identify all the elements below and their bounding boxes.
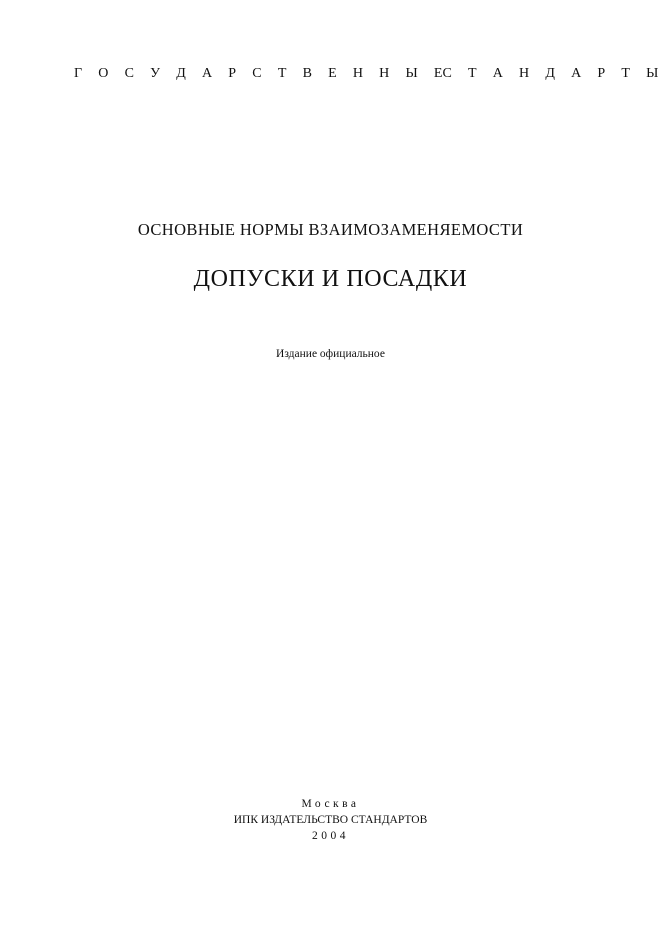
series-title: ОСНОВНЫЕ НОРМЫ ВЗАИМОЗАМЕНЯЕМОСТИ — [137, 220, 524, 239]
series-header — [74, 66, 659, 82]
imprint-publisher: ИПК ИЗДАТЕЛЬСТВО СТАНДАРТОВ — [233, 814, 428, 826]
edition-note: Издание официальное — [276, 348, 385, 360]
header-word-standards: С Т А Н Д А Р Т Ы — [442, 66, 659, 81]
imprint-year: 2004 — [312, 830, 349, 842]
header-word-state: Г О С У Д А Р С Т В Е Н Н Ы Е — [74, 66, 443, 81]
main-title: ДОПУСКИ И ПОСАДКИ — [193, 266, 468, 292]
imprint — [0, 796, 661, 844]
imprint-city: Москва — [301, 798, 360, 810]
